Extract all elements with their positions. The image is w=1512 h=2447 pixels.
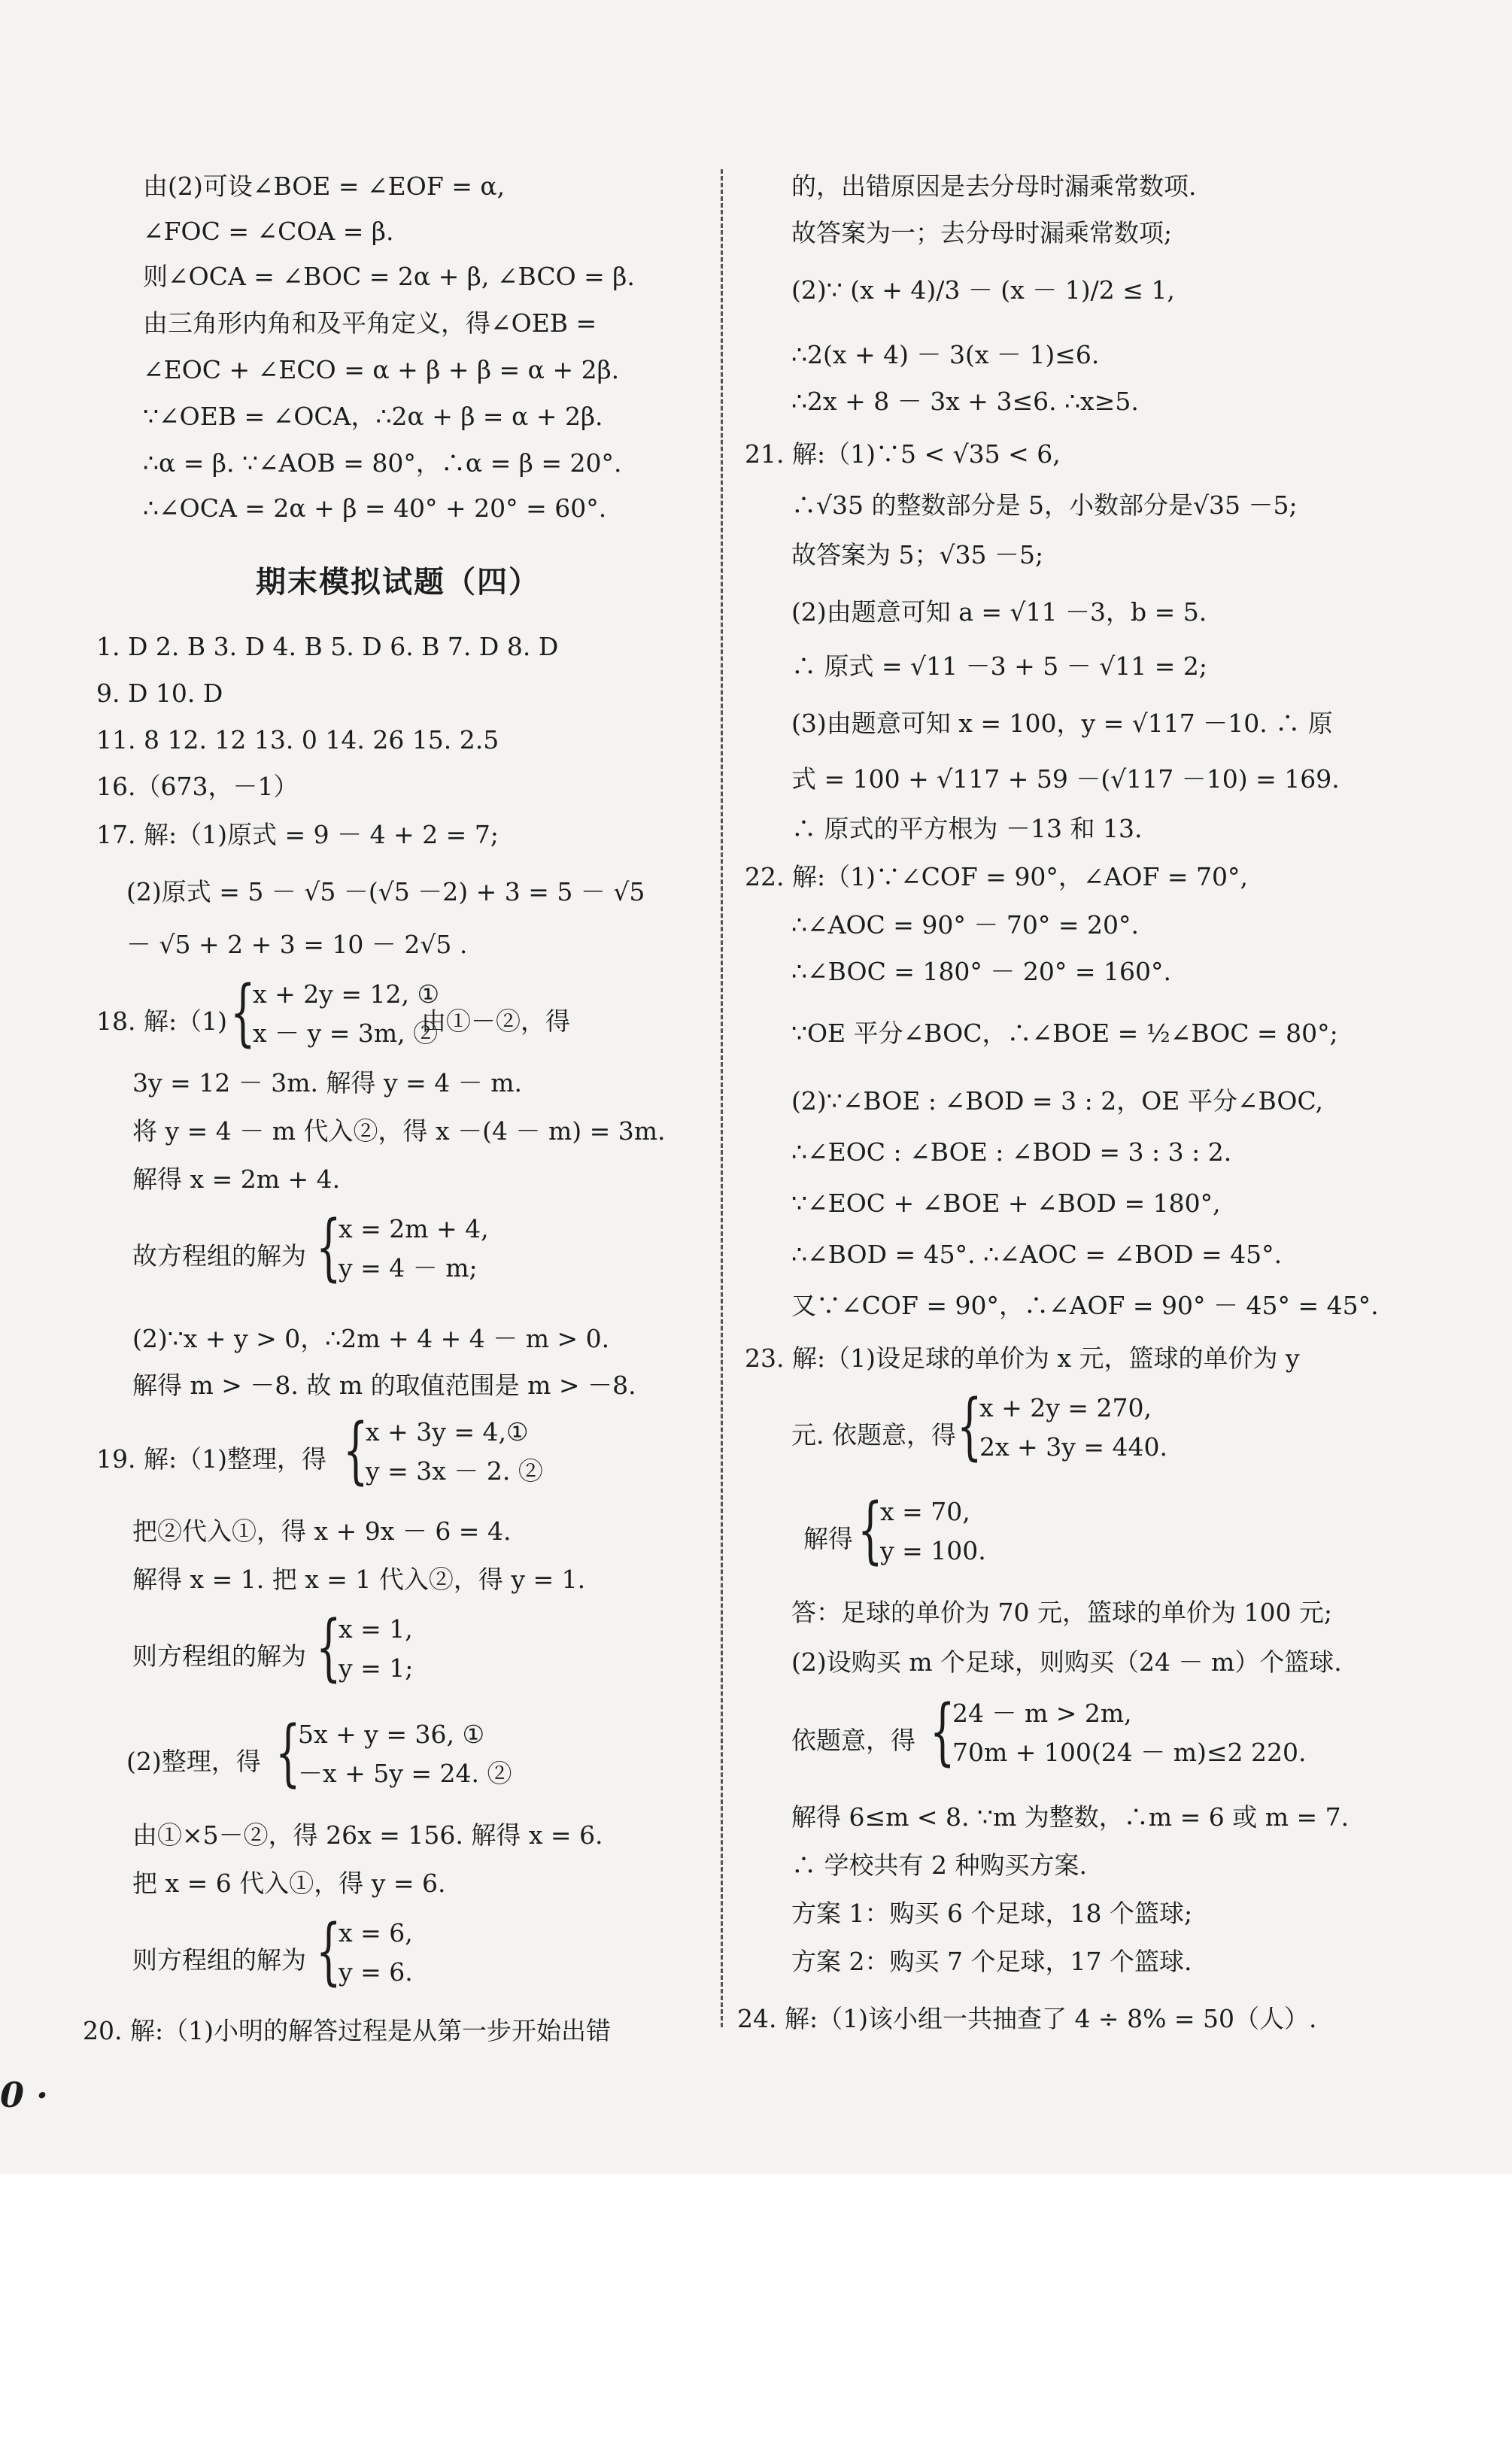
text-line: 则∠OCA = ∠BOC = 2α + β, ∠BCO = β.: [143, 262, 635, 291]
brace: {: [858, 1488, 883, 1572]
q23-inequalities: [930, 1690, 1307, 1774]
equation: －x + 5y = 24. ②: [298, 1759, 512, 1788]
q23-line: (2)设购买 m 个足球，则购买（24 － m）个篮球.: [791, 1647, 1342, 1677]
q18-line: 将 y = 4 － m 代入②，得 x －(4 － m) = 3m.: [132, 1116, 666, 1146]
q23-line: 方案 1：购买 6 个足球，18 个篮球;: [791, 1899, 1193, 1928]
choice-answers: 1. D 2. B 3. D 4. B 5. D 6. B 7. D 8. D: [96, 632, 559, 661]
q18-suffix: 由①－②，得: [421, 1006, 570, 1036]
q22-line: 22. 解:（1)∵∠COF = 90°，∠AOF = 70°,: [745, 862, 1248, 891]
q17-line: (2)原式 = 5 － √5 －(√5 －2) + 3 = 5 － √5: [126, 877, 645, 906]
q18-line: (2)∵x + y > 0，∴2m + 4 + 4 － m > 0.: [132, 1324, 610, 1353]
text-line: ∠FOC = ∠COA = β.: [143, 217, 394, 246]
choice-answers: 9. D 10. D: [96, 679, 223, 708]
q24-line: 24. 解:（1)该小组一共抽查了 4 ÷ 8% = 50（人）.: [737, 2004, 1317, 2033]
q23-prefix: 解得: [803, 1524, 853, 1553]
q19-line: 解得 x = 1. 把 x = 1 代入②，得 y = 1.: [132, 1565, 586, 1594]
equation: y = 100.: [880, 1536, 986, 1565]
brace: {: [930, 1690, 955, 1774]
inequality: 24 － m > 2m,: [952, 1699, 1132, 1728]
text-line: ∠EOC + ∠ECO = α + β + β = α + 2β.: [143, 355, 620, 384]
q21-line: 故答案为 5；√35 －5;: [791, 540, 1044, 569]
brace: {: [230, 970, 256, 1055]
page-number: 0 ·: [0, 2075, 49, 2115]
q17-line: － √5 + 2 + 3 = 10 － 2√5 .: [126, 930, 468, 959]
text-line: 由(2)可设∠BOE = ∠EOF = α,: [143, 172, 506, 201]
q20-line: ∴2(x + 4) － 3(x － 1)≤6.: [791, 340, 1100, 369]
text-line: ∴∠OCA = 2α + β = 40° + 20° = 60°.: [143, 493, 607, 523]
column-divider: [721, 169, 723, 2027]
brace: {: [316, 1909, 342, 1993]
q22-line: ∵∠EOC + ∠BOE + ∠BOD = 180°,: [791, 1189, 1221, 1218]
q23-prefix: 元. 依题意，得: [791, 1420, 956, 1450]
q22-line: (2)∵∠BOE : ∠BOD = 3 : 2，OE 平分∠BOC,: [791, 1086, 1324, 1116]
equation: x + 3y = 4,①: [366, 1417, 529, 1447]
q22-line: ∴∠AOC = 90° － 70° = 20°.: [791, 910, 1139, 940]
q17-line: 17. 解:（1)原式 = 9 － 4 + 2 = 7;: [96, 820, 499, 849]
q18-prefix: 18. 解:（1): [96, 1006, 227, 1036]
q21-line: 21. 解:（1)∵5 < √35 < 6,: [745, 439, 1061, 469]
q18-line: 解得 x = 2m + 4.: [132, 1164, 341, 1194]
q19-solution-2: [316, 1909, 451, 1993]
q19-solution-prefix: 则方程组的解为: [132, 1945, 306, 1975]
q19-line: 把 x = 6 代入①，得 y = 6.: [132, 1869, 446, 1898]
brace: {: [275, 1711, 301, 1795]
q19-prefix: (2)整理，得: [126, 1747, 261, 1776]
q22-line: ∴∠BOD = 45°. ∴∠AOC = ∠BOD = 45°.: [791, 1240, 1283, 1269]
q20-line: 故答案为一；去分母时漏乘常数项;: [791, 218, 1173, 247]
q21-line: ∴ 原式 = √11 －3 + 5 － √11 = 2;: [791, 651, 1207, 681]
q20-line: ∴2x + 8 － 3x + 3≤6. ∴x≥5.: [791, 387, 1139, 416]
q20-line: 的，出错原因是去分母时漏乘常数项.: [791, 172, 1197, 201]
equation: x = 1,: [339, 1614, 413, 1644]
q19-system-2: [275, 1711, 512, 1795]
text-line: ∵∠OEB = ∠OCA，∴2α + β = α + 2β.: [143, 402, 603, 431]
q23-prefix: 依题意，得: [791, 1726, 915, 1755]
equation: 2x + 3y = 440.: [979, 1432, 1167, 1462]
q20-line: 20. 解:（1)小明的解答过程是从第一步开始出错: [83, 2016, 611, 2045]
q18-solution-prefix: 故方程组的解为: [132, 1241, 306, 1271]
q19-line: 把②代入①，得 x + 9x － 6 = 4.: [132, 1516, 512, 1546]
q22-line: ∵OE 平分∠BOC，∴∠BOE = ½∠BOC = 80°;: [791, 1019, 1338, 1048]
q20-line: (2)∵ (x + 4)/3 － (x － 1)/2 ≤ 1,: [791, 275, 1175, 305]
q23-line: 方案 2：购买 7 个足球，17 个篮球.: [791, 1947, 1192, 1976]
page-bottom-margin: [0, 2174, 1512, 2447]
brace: {: [957, 1384, 982, 1468]
q23-line: 23. 解:（1)设足球的单价为 x 元，篮球的单价为 y: [745, 1343, 1300, 1373]
q23-line: 解得 6≤m < 8. ∵m 为整数，∴m = 6 或 m = 7.: [791, 1802, 1350, 1832]
q18-system: [230, 970, 440, 1055]
equation: x + 2y = 270,: [979, 1393, 1152, 1422]
equation: y = 3x － 2. ②: [366, 1456, 543, 1486]
equation: y = 6.: [339, 1957, 413, 1987]
q21-line: 式 = 100 + √117 + 59 －(√117 －10) = 169.: [791, 764, 1340, 794]
equation: 5x + y = 36, ①: [298, 1720, 485, 1749]
equation: y = 4 － m;: [339, 1253, 478, 1283]
equation: x = 2m + 4,: [339, 1214, 489, 1243]
fill-answers: 16.（673，－1）: [96, 772, 299, 801]
q19-system: [343, 1408, 543, 1492]
q23-system: [957, 1384, 1167, 1468]
equation: x = 6,: [339, 1918, 413, 1948]
q19-prefix: 19. 解:（1)整理，得: [96, 1444, 326, 1474]
section-title: 期末模拟试题（四）: [256, 565, 540, 600]
equation: y = 1;: [339, 1653, 414, 1683]
equation: x = 70,: [880, 1497, 970, 1526]
q23-solution: [858, 1488, 1008, 1572]
q21-line: ∴√35 的整数部分是 5，小数部分是√35 －5;: [791, 490, 1298, 520]
q22-line: ∴∠EOC : ∠BOE : ∠BOD = 3 : 3 : 2.: [791, 1137, 1232, 1167]
q18-line: 3y = 12 － 3m. 解得 y = 4 － m.: [132, 1068, 523, 1098]
text-line: 由三角形内角和及平角定义，得∠OEB =: [143, 308, 597, 338]
equation: x + 2y = 12, ①: [253, 979, 440, 1009]
q18-line: 解得 m > －8. 故 m 的取值范围是 m > －8.: [132, 1371, 636, 1400]
q19-line: 由①×5－②，得 26x = 156. 解得 x = 6.: [132, 1820, 603, 1850]
q23-line: 答：足球的单价为 70 元，篮球的单价为 100 元;: [791, 1598, 1333, 1627]
inequality: 70m + 100(24 － m)≤2 220.: [952, 1738, 1307, 1767]
q23-line: ∴ 学校共有 2 种购买方案.: [791, 1850, 1087, 1880]
q21-line: ∴ 原式的平方根为 －13 和 13.: [791, 814, 1143, 843]
q22-line: ∴∠BOC = 180° － 20° = 160°.: [791, 957, 1172, 986]
q18-solution: [316, 1205, 489, 1289]
equation: x － y = 3m, ②: [253, 1019, 439, 1048]
brace: {: [316, 1605, 342, 1690]
fill-answers: 11. 8 12. 12 13. 0 14. 26 15. 2.5: [96, 725, 499, 754]
q19-solution: [316, 1605, 451, 1690]
q22-line: 又∵∠COF = 90°，∴∠AOF = 90° － 45° = 45°.: [791, 1291, 1379, 1320]
q21-line: (3)由题意可知 x = 100，y = √117 －10. ∴ 原: [791, 709, 1333, 738]
brace: {: [316, 1205, 342, 1289]
q21-line: (2)由题意可知 a = √11 －3，b = 5.: [791, 597, 1207, 627]
text-line: ∴α = β. ∵∠AOB = 80°，∴α = β = 20°.: [143, 448, 622, 478]
q19-solution-prefix: 则方程组的解为: [132, 1641, 306, 1671]
brace: {: [343, 1408, 369, 1492]
